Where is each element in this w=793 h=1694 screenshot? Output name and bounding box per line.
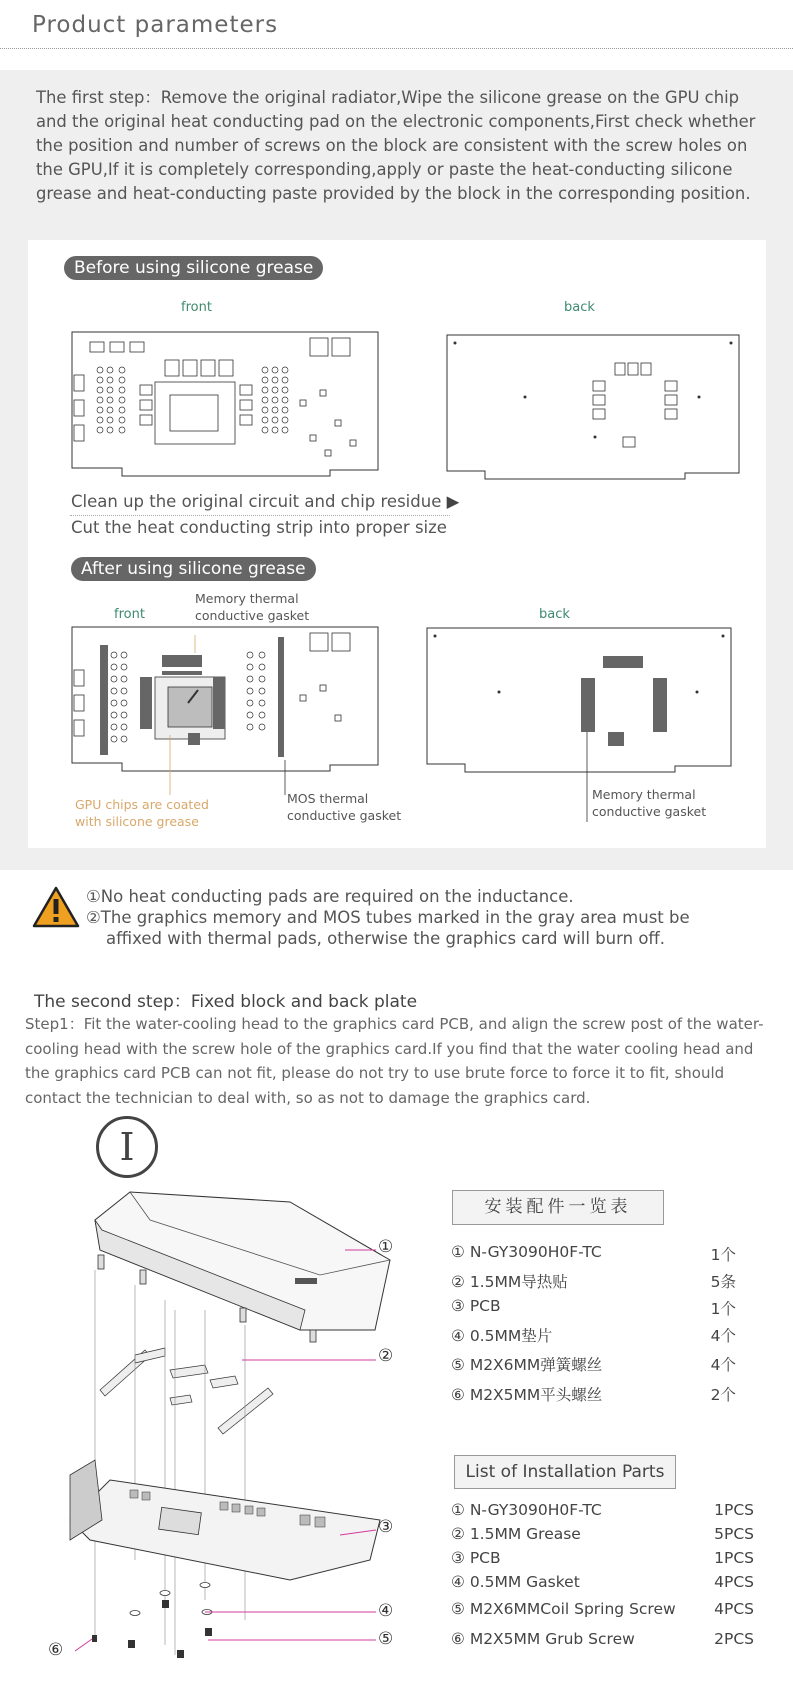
before-badge: Before using silicone grease <box>64 256 323 280</box>
back-memory-gasket-label: Memory thermal conductive gasket <box>592 787 707 819</box>
parts-cn-row-3: ③ PCB <box>451 1297 501 1315</box>
parts-en-qty-6: 2PCS <box>714 1630 754 1648</box>
parts-en-title: List of Installation Parts <box>454 1455 676 1489</box>
before-front-pcb <box>70 330 382 476</box>
callout-1: ① <box>378 1237 394 1257</box>
page-title: Product parameters <box>32 12 279 38</box>
parts-cn-row-2: ② 1.5MM导热贴 <box>451 1273 568 1291</box>
parts-en-row-1: ① N-GY3090H0F-TC <box>451 1501 602 1519</box>
parts-cn-qty-1: 1个 <box>710 1246 736 1264</box>
parts-en-qty-4: 4PCS <box>714 1573 754 1591</box>
mos-gasket-label: MOS thermal conductive gasket <box>287 791 402 823</box>
warning-icon <box>32 885 80 929</box>
caption-divider <box>70 515 450 516</box>
parts-en-row-6: ⑥ M2X5MM Grub Screw <box>451 1630 635 1648</box>
step2-body: Step1：Fit the water-cooling head to the graphics card PCB, and align the screw post of the water-cooling head with the screw hole of the graphics card.If you find that the water cooling head and the graphics card PCB can not fit, please do not try to use brute force to force it to fit, should contact the technician to deal with, so as not to damage the graphics card. <box>25 1015 764 1107</box>
callout-3: ③ <box>378 1517 394 1537</box>
parts-en-qty-2: 5PCS <box>714 1525 754 1543</box>
before-back-label: back <box>564 300 595 315</box>
after-badge: After using silicone grease <box>71 557 316 581</box>
title-divider <box>0 48 793 49</box>
warning-line-3: affixed with thermal pads, otherwise the graphics card will burn off. <box>106 929 666 948</box>
step2-title: The second step：Fixed block and back plate <box>34 992 418 1012</box>
gpu-grease-note: GPU chips are coated with silicone grease <box>75 797 209 829</box>
after-front-pcb <box>70 625 382 775</box>
after-back-pcb <box>425 626 737 772</box>
parts-en-qty-3: 1PCS <box>714 1549 754 1567</box>
warning-line-1: ①No heat conducting pads are required on the inductance. <box>86 887 574 906</box>
before-front-label: front <box>181 300 212 315</box>
before-caption-2: Cut the heat conducting strip into proper size <box>71 518 447 537</box>
warning-line-2: ②The graphics memory and MOS tubes marked in the gray area must be <box>86 908 690 927</box>
parts-cn-row-6: ⑥ M2X5MM平头螺丝 <box>451 1386 603 1404</box>
after-front-label: front <box>114 607 145 622</box>
before-back-pcb <box>445 333 745 479</box>
parts-cn-qty-4: 4个 <box>710 1327 736 1345</box>
after-back-label: back <box>539 607 570 622</box>
parts-cn-qty-5: 4个 <box>710 1356 736 1374</box>
parts-cn-row-5: ⑤ M2X6MM弹簧螺丝 <box>451 1356 603 1374</box>
step-numeral-badge: I <box>96 1116 158 1178</box>
callout-4: ④ <box>378 1601 394 1621</box>
parts-en-row-4: ④ 0.5MM Gasket <box>451 1573 580 1591</box>
parts-en-row-5: ⑤ M2X6MMCoil Spring Screw <box>451 1600 676 1618</box>
parts-en-qty-5: 4PCS <box>714 1600 754 1618</box>
exploded-assembly-diagram <box>40 1180 430 1680</box>
parts-en-qty-1: 1PCS <box>714 1501 754 1519</box>
callout-2: ② <box>378 1346 394 1366</box>
parts-en-row-3: ③ PCB <box>451 1549 501 1567</box>
parts-cn-qty-3: 1个 <box>710 1300 736 1318</box>
parts-cn-row-1: ① N-GY3090H0F-TC <box>451 1243 602 1261</box>
step1-text: The first step：Remove the original radiator,Wipe the silicone grease on the GPU chip and the original heat conducting pad on the electronic components,First check whether the position and number of screws on the block are consistent with the screw holes on the GPU,If it is completely corresponding,apply or paste the heat-conducting silicone grease and heat-conducting paste provided by the block in the corresponding position. <box>36 88 756 203</box>
parts-cn-qty-6: 2个 <box>710 1386 736 1404</box>
memory-gasket-label: Memory thermal conductive gasket <box>195 591 310 623</box>
before-caption-1: Clean up the original circuit and chip residue ▶ <box>71 492 460 511</box>
parts-cn-row-4: ④ 0.5MM垫片 <box>451 1327 553 1345</box>
parts-cn-title: 安装配件一览表 <box>452 1190 664 1225</box>
parts-en-row-2: ② 1.5MM Grease <box>451 1525 581 1543</box>
callout-5: ⑤ <box>378 1629 394 1649</box>
parts-cn-qty-2: 5条 <box>710 1273 736 1291</box>
callout-6: ⑥ <box>48 1640 64 1660</box>
